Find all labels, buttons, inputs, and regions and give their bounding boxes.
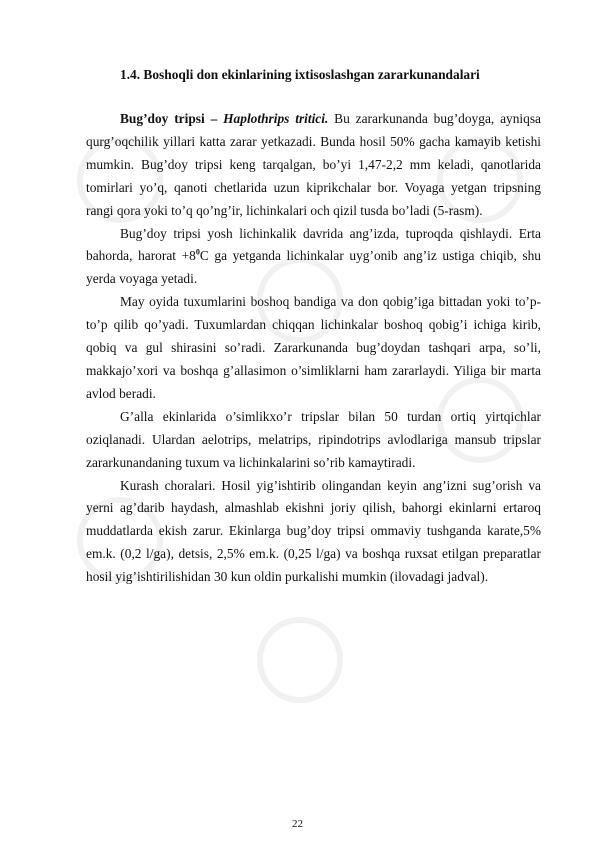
- document-page: [86, 64, 541, 589]
- paragraph-2: [86, 223, 541, 292]
- paragraph-1: [86, 108, 541, 223]
- paragraph-1-text: Bu zararkunanda bug’doyga, ayniqsa qurg’oqchilik yillari katta zarar yetkazadi. Bunda hosil 50% gacha kamayib ketishi mumkin. Bug’doy tripsi keng tarqalgan, bo’yi 1,47-2,2 mm keladi, qanotlarida tomirlari yo’q, qanoti chetlarida uzun kiprikchalar bor. Voyaga yetgan tripsning rangi qora yoki to’q qo’ng’ir, lichinkalari och qizil tusda bo’ladi (5-rasm).: [86, 111, 541, 218]
- pest-name: Bug’doy tripsi: [120, 111, 205, 126]
- paragraph-5: Kurash choralari. Hosil yig’ishtirib olingandan keyin ang’izni sug’orish va yerni ag’darib haydash, almashlab ekishni joriy qilish, bahorgi ekinlarni ertaroq muddatlarda ekish zarur. Ekinlarga bug’doy tripsi ommaviy tushganda karate,5% em.k. (0,2 l/ga), detsis, 2,5% em.k. (0,25 l/ga) va boshqa ruxsat etilgan preparatlar hosil yig’ishtirilishidan 30 kun oldin purkalishi mumkin (ilovadagi jadval).: [86, 477, 541, 585]
- paragraph-2-text-b: C ga yetganda lichinkalar uyg’onib ang’iz ustiga chiqib, shu yerda voyaga yetadi.: [86, 248, 541, 287]
- page-number: 22: [292, 818, 303, 830]
- paragraph-4: G’alla ekinlarida o’simlikxo’r tripslar bilan 50 turdan ortiq yirtqichlar oziqlanadi. Ulardan aelotrips, melatrips, ripindotrips avlodlariga mansub tripslar zararkunandaning tuxum va lichinkalarini so’rib kamaytiradi.: [86, 408, 541, 470]
- dash: –: [204, 111, 224, 126]
- degree-sup: 0: [195, 247, 200, 257]
- paragraph-3: May oyida tuxumlarini boshoq bandiga va don qobig’iga bittadan yoki to’p-to’p qilib qo’yadi. Tuxumlardan chiqqan lichinkalar boshoq qobig’i ichiga kirib, qobiq va gul shirasini so’radi. Zararkunanda bug’doydan tashqari arpa, so’li, makkajo’xori va boshqa g’allasimon o’simliklarni ham zararlaydi. Yiliga bir marta avlod beradi.: [86, 294, 541, 401]
- paragraph-2-text-a: Bug’doy tripsi yosh lichinkalik davrida ang’izda, tuproqda qishlaydi. Erta bahorda, harorat +8: [86, 225, 541, 264]
- latin-name: Haplothrips tritici.: [223, 111, 329, 126]
- section-heading: 1.4. Boshoqli don ekinlarining ixtisoslashgan zararkunandalari: [120, 67, 480, 82]
